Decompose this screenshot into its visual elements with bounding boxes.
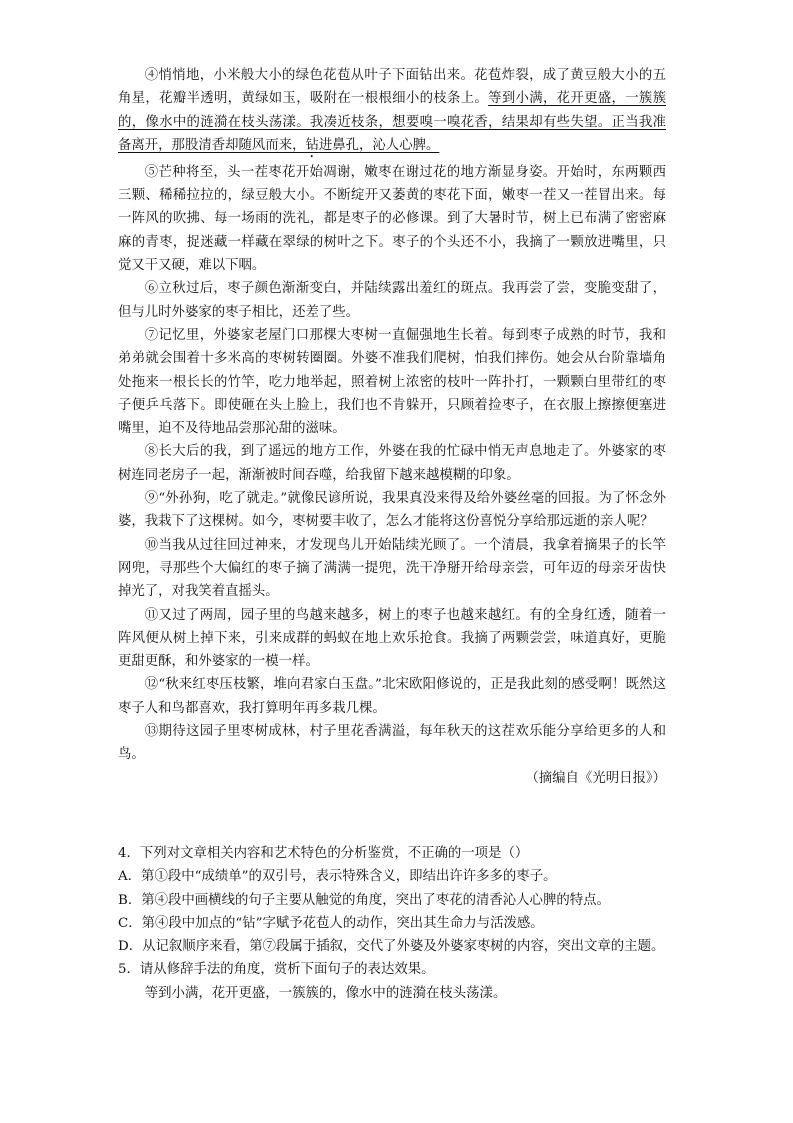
dotted-character: 钻	[305, 137, 319, 153]
underlined-text: 等到小满，花开更盛，一簇簇的，像水中的涟漪在枝头荡漾。我凑近枝条，想要嗅一嗅花香，结果却有些失望。正当我准备离开，那股清香却随风而来，	[118, 91, 667, 153]
question-4-option-b: B．第④段中画横线的句子主要从触觉的角度，突出了枣花的清香沁人心脾的特点。	[118, 892, 610, 908]
question-4-stem: 4．下列对文章相关内容和艺术特色的分析鉴赏，不正确的一项是（）	[118, 846, 529, 861]
question-4-option-a: A．第①段中“成绩单”的双引号，表示特殊含义，即结出许许多多的枣子。	[118, 869, 557, 885]
paragraph-11: ⑪又过了两周，园子里的鸟越来越多，树上的枣子也越来越红。有的全身红透，随着一阵风便从树上掉下来，引来成群的蚂蚁在地上欢乐抢食。我摘了两颗尝尝，味道真好，更脆更甜更酥，和外婆家的一模一样。	[118, 607, 666, 670]
question-5-stem: 5．请从修辞手法的角度，赏析下面句子的表达效果。	[118, 962, 435, 978]
questions-section	[118, 842, 666, 1005]
paragraph-6: ⑥立秋过后，枣子颜色渐渐变白，并陆续露出羞红的斑点。我再尝了尝，变脆变甜了，但与儿时外婆家的枣子相比，还差了些。	[118, 281, 666, 320]
article-body	[118, 64, 666, 790]
paragraph-12: ⑫“秋来红枣压枝繁，堆向君家白玉盘。”北宋欧阳修说的，正是我此刻的感受啊！既然这枣子人和鸟都喜欢，我打算明年再多栽几棵。	[118, 677, 666, 716]
question-4-option-c: C．第④段中加点的“钻”字赋予花苞人的动作，突出其生命力与活泼感。	[118, 915, 544, 931]
paragraph-10: ⑩当我从过往回过神来，才发现鸟儿开始陆续光顾了。一个清晨，我拿着摘果子的长竿网兜，寻那些个大偏红的枣子摘了满满一提兜，洗干净掰开给母亲尝，可年迈的母亲牙齿快掉光了，对我笑着直摇头。	[118, 537, 666, 600]
paragraph-5: ⑤芒种将至，头一茬枣花开始凋谢，嫩枣在谢过花的地方渐显身姿。开始时，东两颗西三颗、稀稀拉拉的，绿豆般大小。不断绽开又萎黄的枣花下面，嫩枣一茬又一茬冒出来。每一阵风的吹拂、每一场雨的洗礼，都是枣子的必修课。到了大暑时节，树上已布满了密密麻麻的青枣，捉迷藏一样藏在翠绿的树叶之下。枣子的个头还不小，我摘了一颗放进嘴里，只觉又干又硬，难以下咽。	[118, 164, 666, 274]
paragraph-13: ⑬期待这园子里枣树成林，村子里花香满溢，每年秋天的这茬欢乐能分享给更多的人和鸟。	[118, 724, 666, 763]
paragraph-9: ⑨“外孙狗，吃了就走。”就像民谚所说，我果真没来得及给外婆丝毫的回报。为了怀念外婆，我栽下了这棵树。如今，枣树要丰收了，怎么才能将这份喜悦分享给那远逝的亲人呢？	[118, 491, 666, 530]
paragraph-8: ⑧长大后的我，到了遥远的地方工作，外婆在我的忙碌中悄无声息地走了。外婆家的枣树连同老房子一起，渐渐被时间吞噬，给我留下越来越模糊的印象。	[118, 444, 666, 483]
paragraph-7: ⑦记忆里，外婆家老屋门口那棵大枣树一直倔强地生长着。每到枣子成熟的时节，我和弟弟就会围着十多米高的枣树转圈圈。外婆不准我们爬树，怕我们摔伤。她会从台阶靠墙角处拖来一根长长的竹竿，吃力地举起，照着树上浓密的枝叶一阵扑打，一颗颗白里带红的枣子便乒乓落下。即使砸在头上脸上，我们也不肯躲开，只顾着捡枣子，在衣服上擦擦便塞进嘴里，迫不及待地品尝那沁甜的滋味。	[118, 327, 666, 437]
paragraph-4-intro: ④悄悄地，小米般大小的绿色花苞从叶子下面钻出来。花苞炸裂，成了黄豆般大小的五角星，花瓣半透明，黄绿如玉，吸附在一根根细小的枝条上。	[118, 68, 666, 107]
article-source: （摘编自《光明日报》）	[525, 770, 666, 786]
underlined-ending: 进鼻孔，沁人心脾。	[318, 137, 440, 153]
paragraph-4	[118, 64, 666, 161]
question-4-option-d: D．从记叙顺序来看，第⑦段属于插叙，交代了外婆及外婆家枣树的内容，突出文章的主题。	[118, 939, 665, 955]
question-5-quote: 等到小满，花开更盛，一簇簇的，像水中的涟漪在枝头荡漾。	[144, 985, 507, 1001]
